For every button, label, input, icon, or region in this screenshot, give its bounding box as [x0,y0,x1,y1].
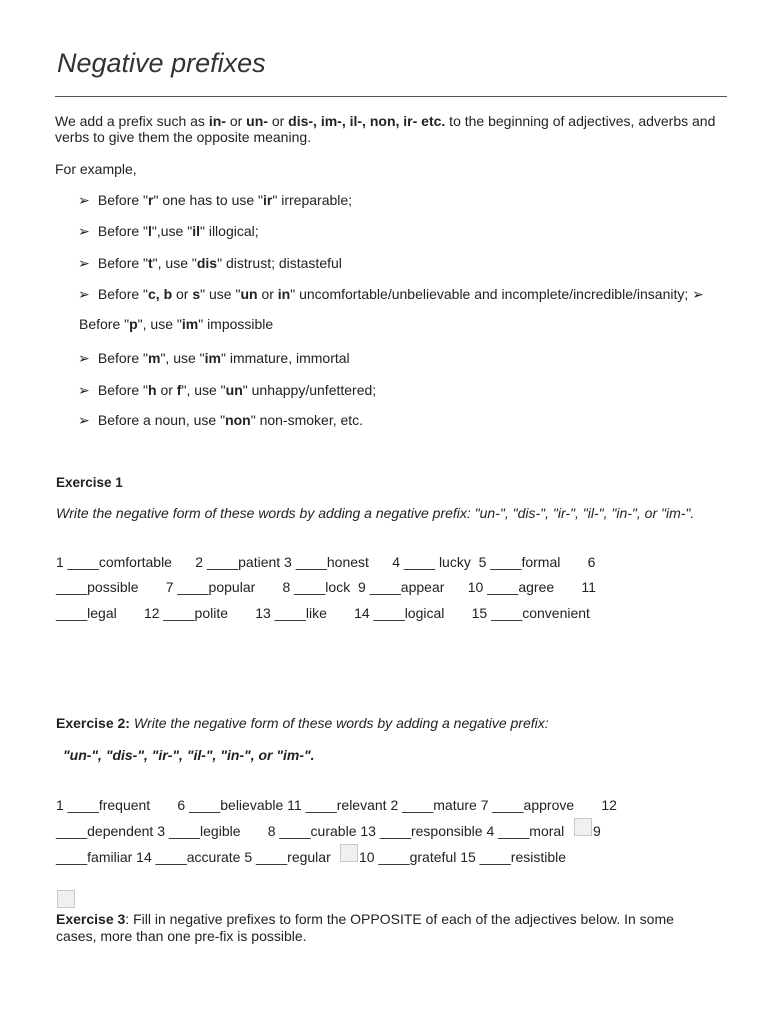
intro-line-2: verbs to give them the opposite meaning. [55,129,312,145]
exercise-1-line-3: ____legal 12 ____polite 13 ____like 14 ____logical 15 ____convenient [56,605,590,621]
exercise-2-line-2: ____dependent 3 ____legible 8 ____curable 13 ____responsible 4 ____moral [56,823,565,839]
rule-item-m: ➢ Before "m", use "im" immature, immortal [78,350,350,366]
rule-item-hf: ➢ Before "h or f", use "un" unhappy/unfettered; [78,382,377,398]
arrow-bullet-icon: ➢ [78,223,90,239]
rule-item-cbs: ➢ Before "c, b or s" use "un or in" uncomfortable/unbelievable and incomplete/incredible/insanity; ➢ [78,286,704,302]
arrow-bullet-icon: ➢ [78,350,90,366]
exercise-2-line-3-end: 10 ____grateful 15 ____resistible [359,849,567,865]
rule-item-p: Before "p", use "im" impossible [79,316,274,332]
intro-bold: dis-, im-, il-, non, ir- etc. [288,113,446,129]
arrow-bullet-icon: ➢ [78,286,90,302]
exercise-2-line-3: ____familiar 14 ____accurate 5 ____regular [56,849,331,865]
for-example-label: For example, [55,161,137,177]
exercise-3-line-2: cases, more than one pre-fix is possible. [56,928,307,944]
image-placeholder-icon [574,818,592,836]
exercise-2-line-2-end: 9 [593,823,601,839]
rule-item-r: ➢ Before "r" one has to use "ir" irreparable; [78,192,353,208]
rule-item-l: ➢ Before "l",use "il" illogical; [78,223,259,239]
intro-bold: in- [208,113,226,129]
arrow-bullet-icon: ➢ [78,412,90,428]
arrow-bullet-icon: ➢ [78,255,90,271]
exercise-1-instruction: Write the negative form of these words by adding a negative prefix: "un-", "dis-", "ir-", "il-", "in-", or "im-". [56,505,695,521]
exercise-1-line-1: 1 ____comfortable 2 ____patient 3 ____honest 4 ____ lucky 5 ____formal 6 [56,554,596,570]
exercise-2-line-1: 1 ____frequent 6 ____believable 11 ____relevant 2 ____mature 7 ____approve 12 [56,797,617,813]
title-divider [55,96,727,97]
arrow-bullet-icon: ➢ [78,192,90,208]
exercise-2-heading: Exercise 2: Write the negative form of these words by adding a negative prefix: [56,715,549,731]
intro-text: or [267,113,289,129]
intro-text: We add a prefix such as [55,113,209,129]
exercise-3-line-1: Exercise 3: Fill in negative prefixes to form the OPPOSITE of each of the adjectives below. In some [56,911,674,927]
rule-item-t: ➢ Before "t", use "dis" distrust; distasteful [78,255,342,271]
arrow-bullet-icon: ➢ [78,382,90,398]
intro-text: to the beginning of adjectives, adverbs and [445,113,716,129]
image-placeholder-icon [57,890,75,908]
rule-item-noun: ➢ Before a noun, use "non" non-smoker, etc. [78,412,364,428]
intro-text: or [225,113,247,129]
arrow-bullet-icon: ➢ [692,286,704,302]
exercise-2-prefixes: "un-", "dis-", "ir-", "il-", "in-", or "im-". [63,747,315,763]
page-title: Negative prefixes [57,48,266,78]
image-placeholder-icon [340,844,358,862]
intro-line-1 [55,113,715,130]
exercise-1-heading: Exercise 1 [56,475,123,490]
intro-bold: un- [246,113,268,129]
exercise-1-line-2: ____possible 7 ____popular 8 ____lock 9 ____appear 10 ____agree 11 [56,579,596,595]
